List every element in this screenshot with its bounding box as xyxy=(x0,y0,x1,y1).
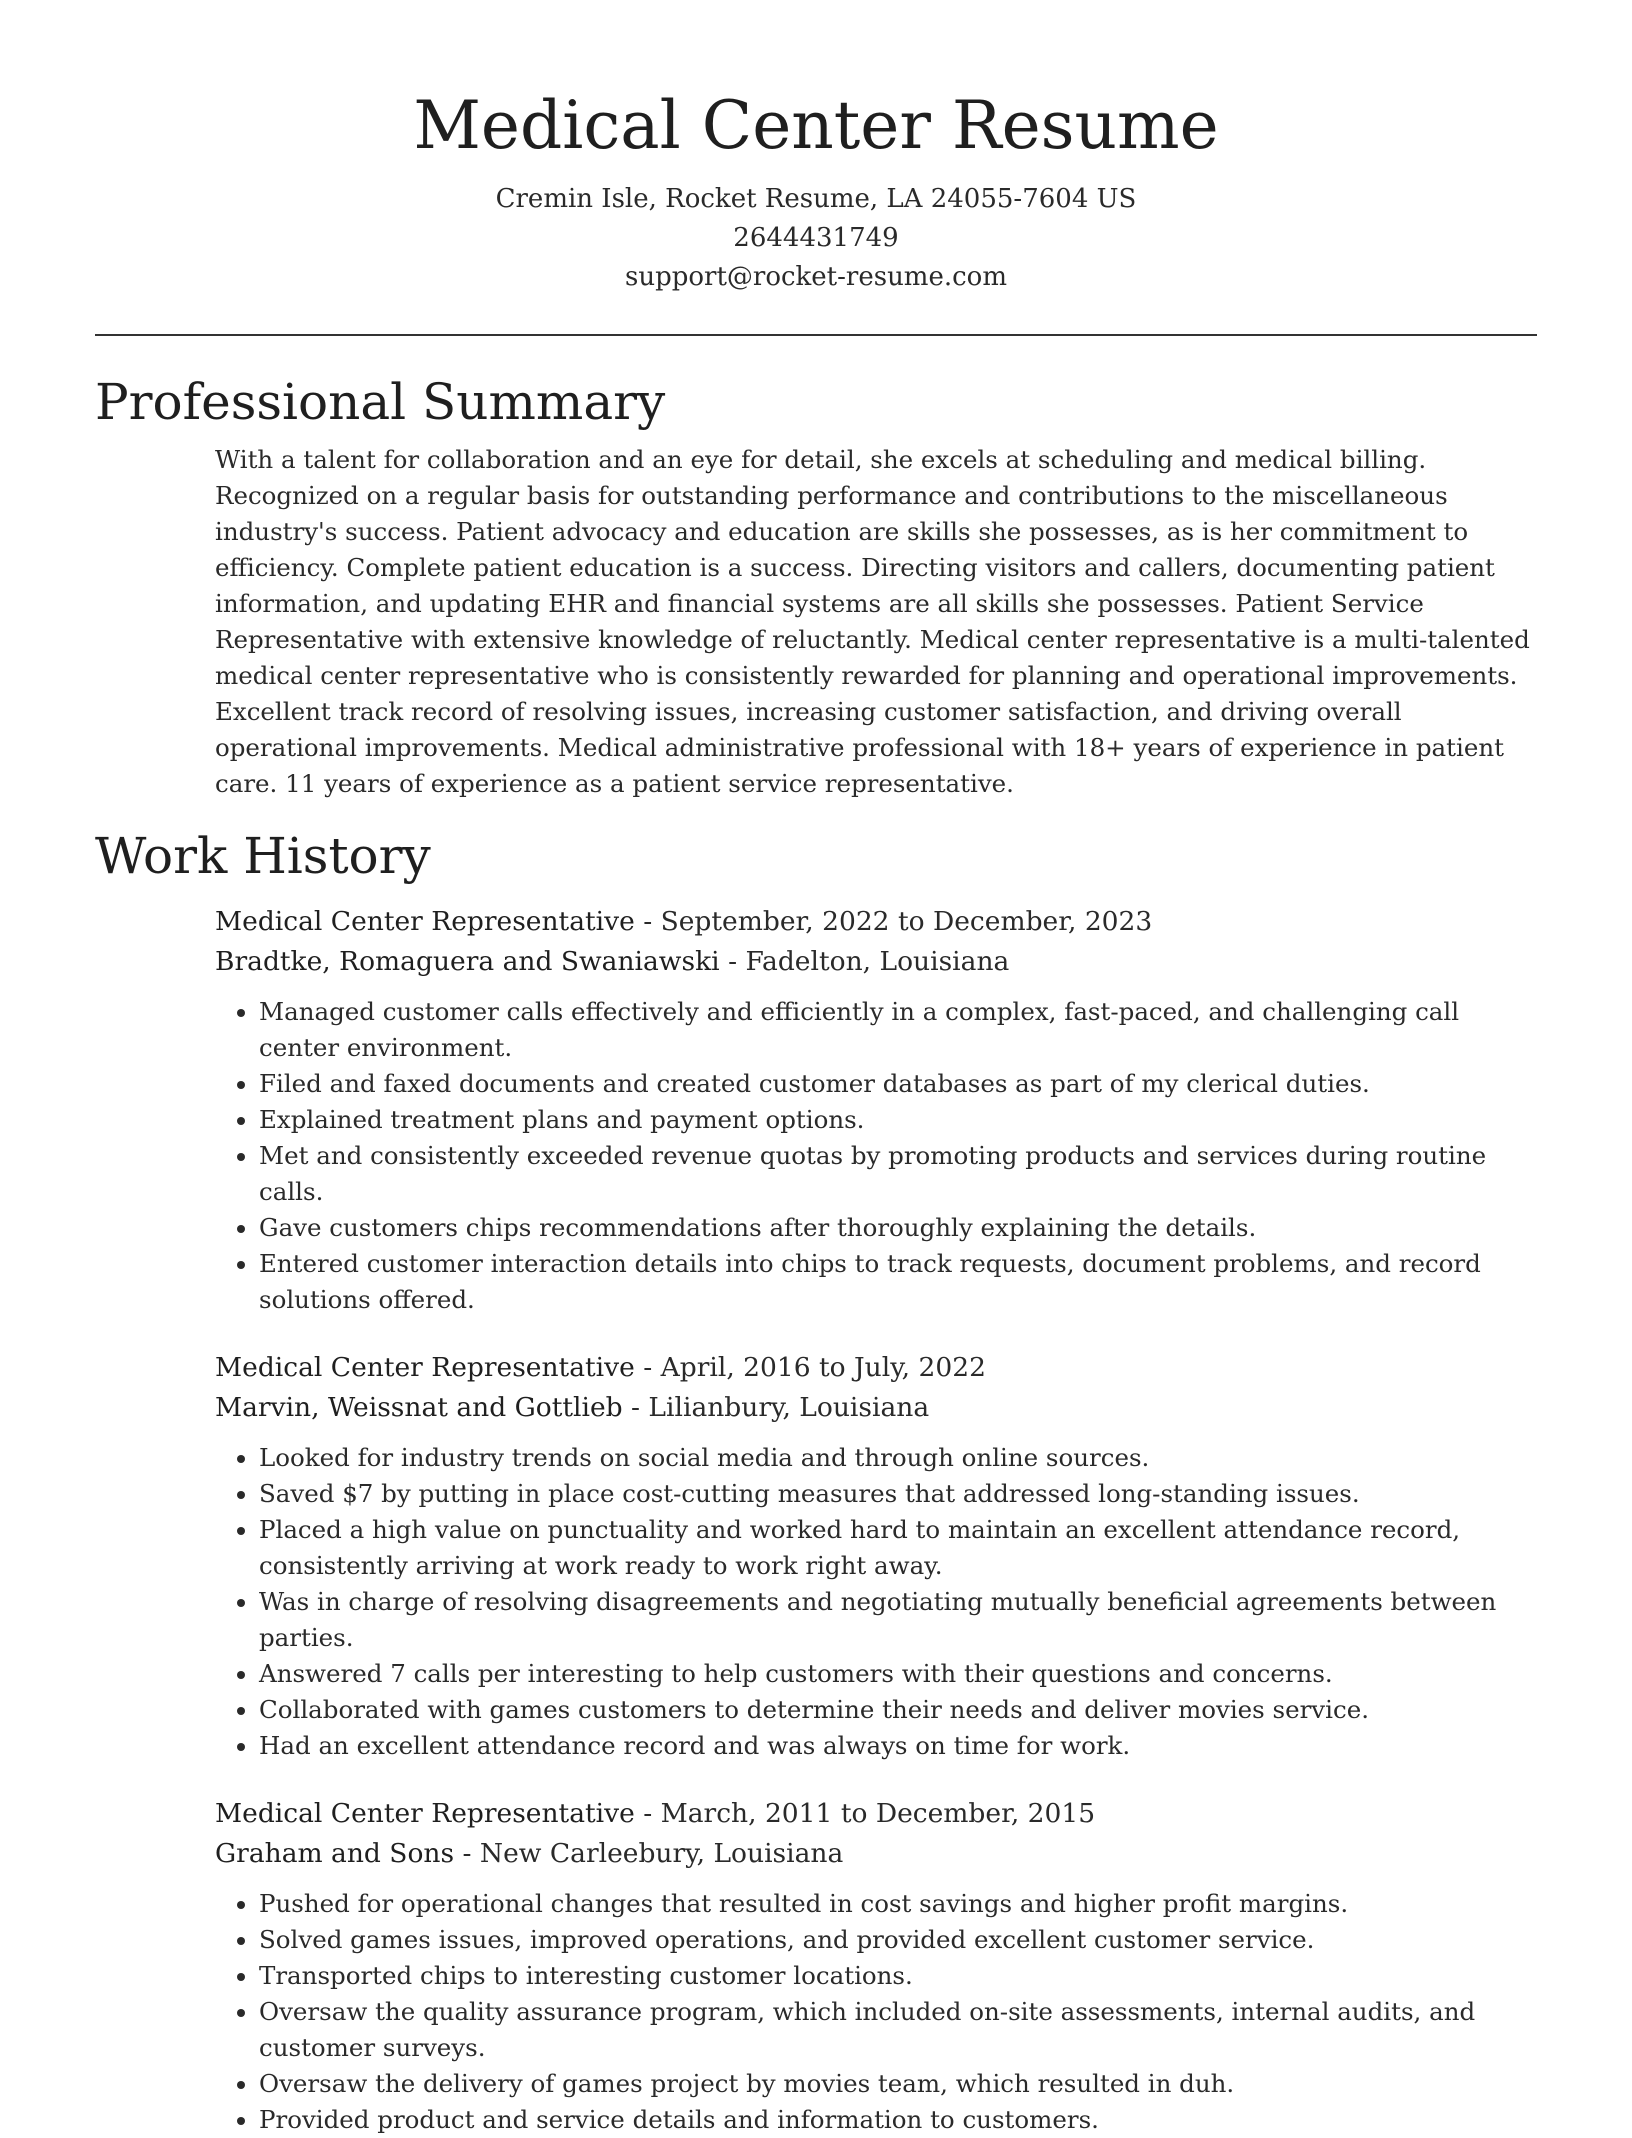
job-dates: September, 2022 to December, 2023 xyxy=(660,906,1153,937)
job-bullet-list xyxy=(215,1886,1537,2138)
header-divider xyxy=(95,334,1537,336)
job-entry xyxy=(215,902,1537,1318)
resume-header xyxy=(95,0,1537,297)
job-bullet: • Filed and faxed documents and created customer databases as part of my clerical duties. xyxy=(259,1066,1537,1102)
job-bullet-list xyxy=(215,1440,1537,1764)
job-dates: March, 2011 to December, 2015 xyxy=(660,1798,1096,1829)
job-bullet: • Answered 7 calls per interesting to help customers with their questions and concerns. xyxy=(259,1656,1537,1692)
job-company: Bradtke, Romaguera and Swaniawski xyxy=(215,946,720,977)
job-entry xyxy=(215,1348,1537,1764)
job-bullet: • Met and consistently exceeded revenue quotas by promoting products and services during routine calls. xyxy=(259,1138,1537,1210)
job-bullet: • Had an excellent attendance record and was always on time for work. xyxy=(259,1728,1537,1764)
job-bullet: • Looked for industry trends on social media and through online sources. xyxy=(259,1440,1537,1476)
resume-page xyxy=(95,0,1537,2138)
job-role-line: Medical Center Representative - September, 2022 to December, 2023 xyxy=(215,906,1153,937)
job-location: New Carleebury, Louisiana xyxy=(479,1838,844,1869)
job-bullet: • Pushed for operational changes that resulted in cost savings and higher profit margins. xyxy=(259,1886,1537,1922)
job-bullet: • Explained treatment plans and payment options. xyxy=(259,1102,1537,1138)
work-history-section xyxy=(215,902,1537,2138)
job-bullet: • Collaborated with games customers to determine their needs and deliver movies service. xyxy=(259,1692,1537,1728)
job-bullet: • Saved $7 by putting in place cost-cutting measures that addressed long-standing issues. xyxy=(259,1476,1537,1512)
job-bullet: • Was in charge of resolving disagreements and negotiating mutually beneficial agreements between parties. xyxy=(259,1584,1537,1656)
job-bullet: • Entered customer interaction details into chips to track requests, document problems, and record solutions offered. xyxy=(259,1246,1537,1318)
summary-section xyxy=(215,442,1537,802)
contact-phone: 2644431749 xyxy=(733,223,899,253)
job-role: Medical Center Representative xyxy=(215,1798,635,1829)
work-history-heading: Work History xyxy=(95,827,431,885)
contact-email: support@rocket-resume.com xyxy=(624,262,1007,292)
summary-text: With a talent for collaboration and an eye for detail, she excels at scheduling and medical billing. Recognized on a regular basis for outstanding performance and contributions to the miscellaneous industry's success. Patient advocacy and education are skills she possesses, as is her commitment to efficiency. Complete patient education is a success. Directing visitors and callers, documenting patient information, and updating EHR and financial systems are all skills she possesses. Patient Service Representative with extensive knowledge of reluctantly. Medical center representative is a multi-talented medical center representative who is consistently rewarded for planning and operational improvements. Excellent track record of resolving issues, increasing customer satisfaction, and driving overall operational improvements. Medical administrative professional with 18+ years of experience in patient care. 11 years of experience as a patient service representative. xyxy=(215,445,1530,798)
job-role-line: Medical Center Representative - April, 2016 to July, 2022 xyxy=(215,1352,986,1383)
job-bullet: • Oversaw the delivery of games project by movies team, which resulted in duh. xyxy=(259,2066,1537,2102)
job-bullet: • Transported chips to interesting customer locations. xyxy=(259,1958,1537,1994)
job-bullet: • Oversaw the quality assurance program, which included on-site assessments, internal audits, and customer surveys. xyxy=(259,1994,1537,2066)
job-company: Marvin, Weissnat and Gottlieb xyxy=(215,1392,623,1423)
summary-heading: Professional Summary xyxy=(95,373,666,431)
job-bullet: • Placed a high value on punctuality and worked hard to maintain an excellent attendance record, consistently arriving at work ready to work right away. xyxy=(259,1512,1537,1584)
job-location: Fadelton, Louisiana xyxy=(745,946,1010,977)
job-dates: April, 2016 to July, 2022 xyxy=(660,1352,986,1383)
job-bullet: • Provided product and service details and information to customers. xyxy=(259,2102,1537,2138)
contact-block xyxy=(95,180,1537,297)
contact-address: Cremin Isle, Rocket Resume, LA 24055-7604 US xyxy=(495,184,1137,214)
job-bullet-list xyxy=(215,994,1537,1318)
job-bullet: • Solved games issues, improved operations, and provided excellent customer service. xyxy=(259,1922,1537,1958)
job-role-line: Medical Center Representative - March, 2011 to December, 2015 xyxy=(215,1798,1096,1829)
job-company-line: Bradtke, Romaguera and Swaniawski - Fadelton, Louisiana xyxy=(215,946,1010,977)
job-entry xyxy=(215,1794,1537,2138)
job-role: Medical Center Representative xyxy=(215,1352,635,1383)
job-bullet: • Managed customer calls effectively and efficiently in a complex, fast-paced, and challenging call center environment. xyxy=(259,994,1537,1066)
job-bullet: • Gave customers chips recommendations after thoroughly explaining the details. xyxy=(259,1210,1537,1246)
job-location: Lilianbury, Louisiana xyxy=(648,1392,930,1423)
job-company-line: Graham and Sons - New Carleebury, Louisiana xyxy=(215,1838,844,1869)
job-company: Graham and Sons xyxy=(215,1838,455,1869)
job-company-line: Marvin, Weissnat and Gottlieb - Lilianbury, Louisiana xyxy=(215,1392,930,1423)
resume-title: Medical Center Resume xyxy=(413,87,1219,164)
job-role: Medical Center Representative xyxy=(215,906,635,937)
